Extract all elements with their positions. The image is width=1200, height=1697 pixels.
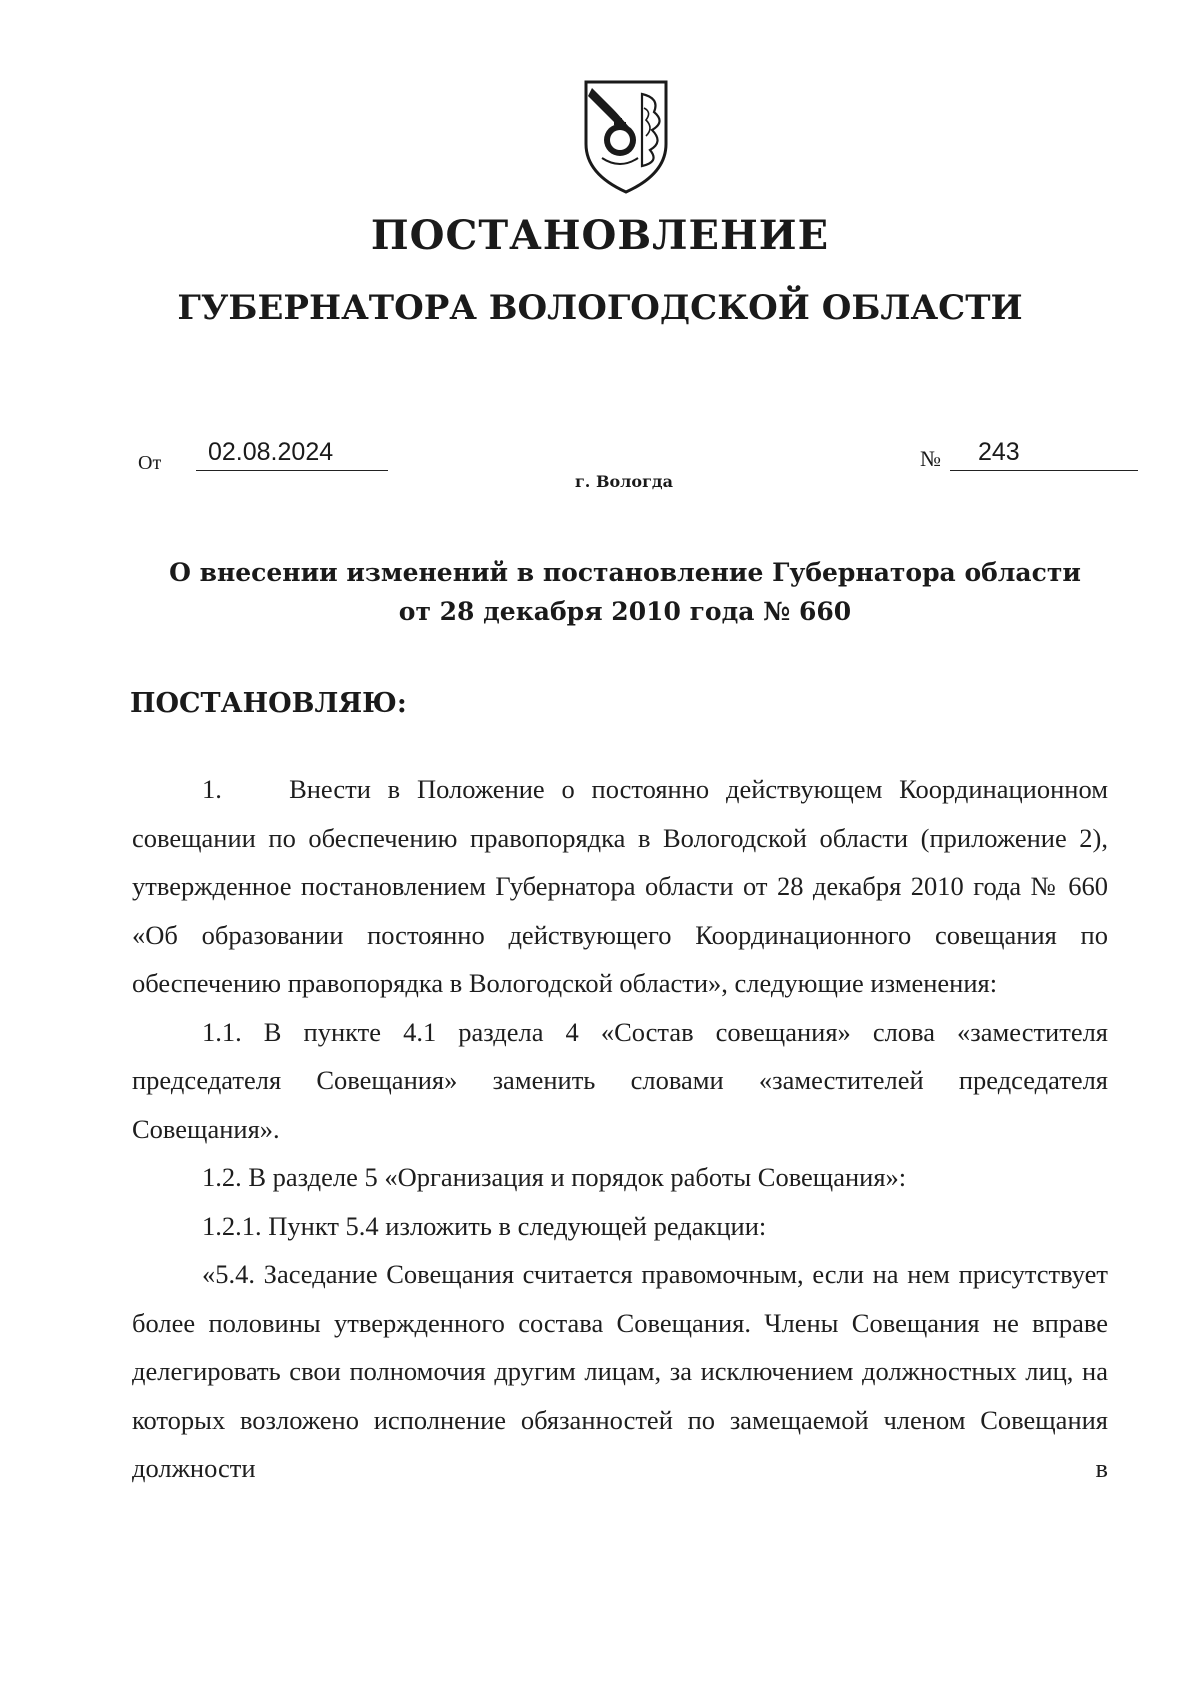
number-label: №	[920, 446, 941, 471]
document-subject	[0, 553, 1200, 631]
paragraph-1-2: 1.2. В разделе 5 «Организация и порядок работы Совещания»:	[202, 1162, 907, 1192]
decree-word: ПОСТАНОВЛЯЮ:	[130, 688, 407, 719]
paragraph-5-4: «5.4. Заседание Совещания считается правомочным, если на нем присутствует более половины утвержденного состава Совещания. Члены Совещания не вправе делегировать свои полномочия другим лицам, за исключением должностных лиц, на которых возложено исполнение обязанностей по замещаемой членом Совещания должности в	[132, 1259, 1108, 1483]
subject-line-1: О внесении изменений в постановление Губернатора области	[169, 558, 1081, 587]
document-title: ПОСТАНОВЛЕНИЕ	[370, 212, 830, 259]
document-issuer: ГУБЕРНАТОРА ВОЛОГОДСКОЙ ОБЛАСТИ	[177, 288, 1023, 328]
document-body	[132, 765, 1108, 1493]
paragraph-1-2-1: 1.2.1. Пункт 5.4 изложить в следующей редакции:	[202, 1210, 767, 1241]
document-number: 243	[950, 438, 1138, 471]
coat-of-arms-drawing	[580, 78, 672, 196]
subject-line-2: от 28 декабря 2010 года № 660	[398, 597, 852, 626]
paragraph-1: 1. Внести в Положение о постоянно действующем Координационном совещании по обеспечению правопорядка в Вологодской области (приложение 2), утвержденное постановлением Губернатора области от 28 декабря 2010 года № 660 «Об образовании постоянно действующего Координационного совещания по обеспечению правопорядка в Вологодской области», следующие изменения:	[132, 774, 1108, 998]
city-name: г. Вологда	[575, 472, 673, 491]
from-label: От	[138, 452, 162, 474]
paragraph-1-1: 1.1. В пункте 4.1 раздела 4 «Состав совещания» слова «заместителя председателя Совещания» заменить словами «заместителей председателя Совещания».	[132, 1016, 1108, 1144]
vologda-coat-of-arms-icon	[580, 78, 672, 196]
document-date: 02.08.2024	[196, 438, 388, 471]
